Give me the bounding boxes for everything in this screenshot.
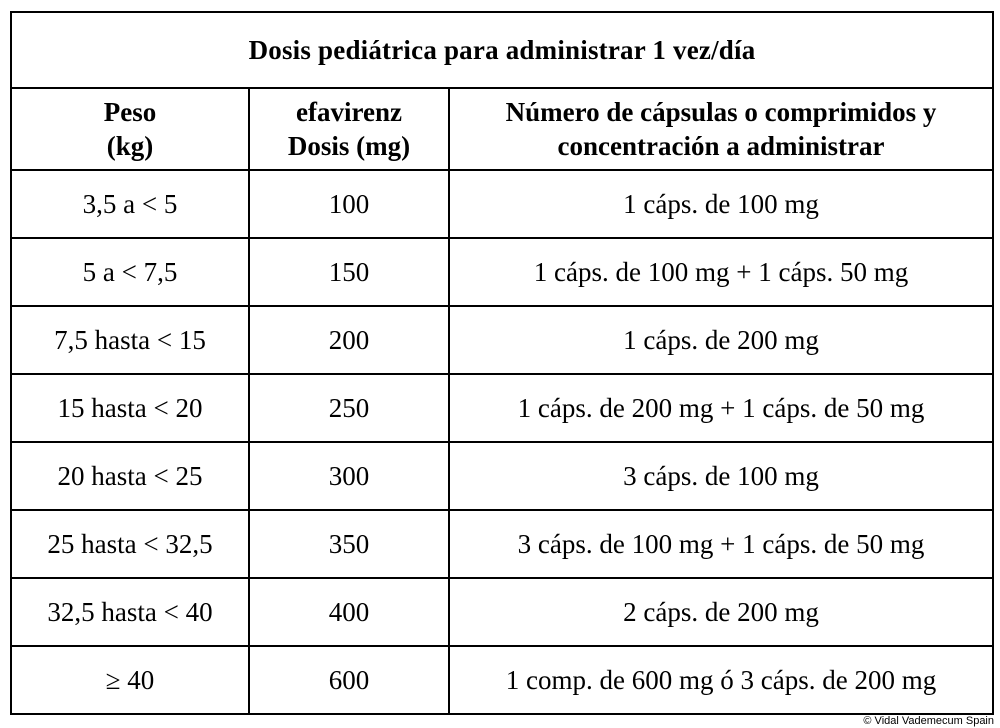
table-row [11, 578, 993, 646]
header-units [449, 88, 993, 170]
title-row [11, 12, 993, 88]
table-row [11, 646, 993, 714]
table-title: Dosis pediátrica para administrar 1 vez/día [11, 12, 993, 88]
dose-cell: 200 [249, 306, 449, 374]
units-cell: 1 cáps. de 100 mg [449, 170, 993, 238]
units-cell: 1 cáps. de 200 mg + 1 cáps. de 50 mg [449, 374, 993, 442]
header-dose-line-2: Dosis (mg) [287, 131, 411, 161]
header-dose [249, 88, 449, 170]
dose-cell: 300 [249, 442, 449, 510]
table-row [11, 306, 993, 374]
weight-cell: 32,5 hasta < 40 [11, 578, 249, 646]
header-units-line-1: Número de cápsulas o comprimidos y [505, 97, 937, 127]
header-weight-line-1: Peso [103, 97, 157, 127]
weight-cell: 7,5 hasta < 15 [11, 306, 249, 374]
units-cell: 2 cáps. de 200 mg [449, 578, 993, 646]
weight-cell: ≥ 40 [11, 646, 249, 714]
units-cell: 3 cáps. de 100 mg [449, 442, 993, 510]
table-row [11, 442, 993, 510]
dose-cell: 400 [249, 578, 449, 646]
dose-cell: 150 [249, 238, 449, 306]
dosage-table [10, 11, 994, 715]
weight-cell: 25 hasta < 32,5 [11, 510, 249, 578]
units-cell: 3 cáps. de 100 mg + 1 cáps. de 50 mg [449, 510, 993, 578]
dose-cell: 250 [249, 374, 449, 442]
table-row [11, 374, 993, 442]
dose-cell: 600 [249, 646, 449, 714]
dose-cell: 100 [249, 170, 449, 238]
units-cell: 1 cáps. de 100 mg + 1 cáps. 50 mg [449, 238, 993, 306]
header-row [11, 88, 993, 170]
table-row [11, 238, 993, 306]
header-weight-line-2: (kg) [106, 131, 154, 161]
units-cell: 1 comp. de 600 mg ó 3 cáps. de 200 mg [449, 646, 993, 714]
copyright-notice: © Vidal Vademecum Spain [863, 715, 994, 727]
header-dose-line-1: efavirenz [296, 97, 402, 127]
weight-cell: 5 a < 7,5 [11, 238, 249, 306]
table-row [11, 170, 993, 238]
header-units-line-2: concentración a administrar [557, 131, 885, 161]
units-cell: 1 cáps. de 200 mg [449, 306, 993, 374]
table-row [11, 510, 993, 578]
weight-cell: 3,5 a < 5 [11, 170, 249, 238]
weight-cell: 15 hasta < 20 [11, 374, 249, 442]
header-weight [11, 88, 249, 170]
weight-cell: 20 hasta < 25 [11, 442, 249, 510]
dose-cell: 350 [249, 510, 449, 578]
